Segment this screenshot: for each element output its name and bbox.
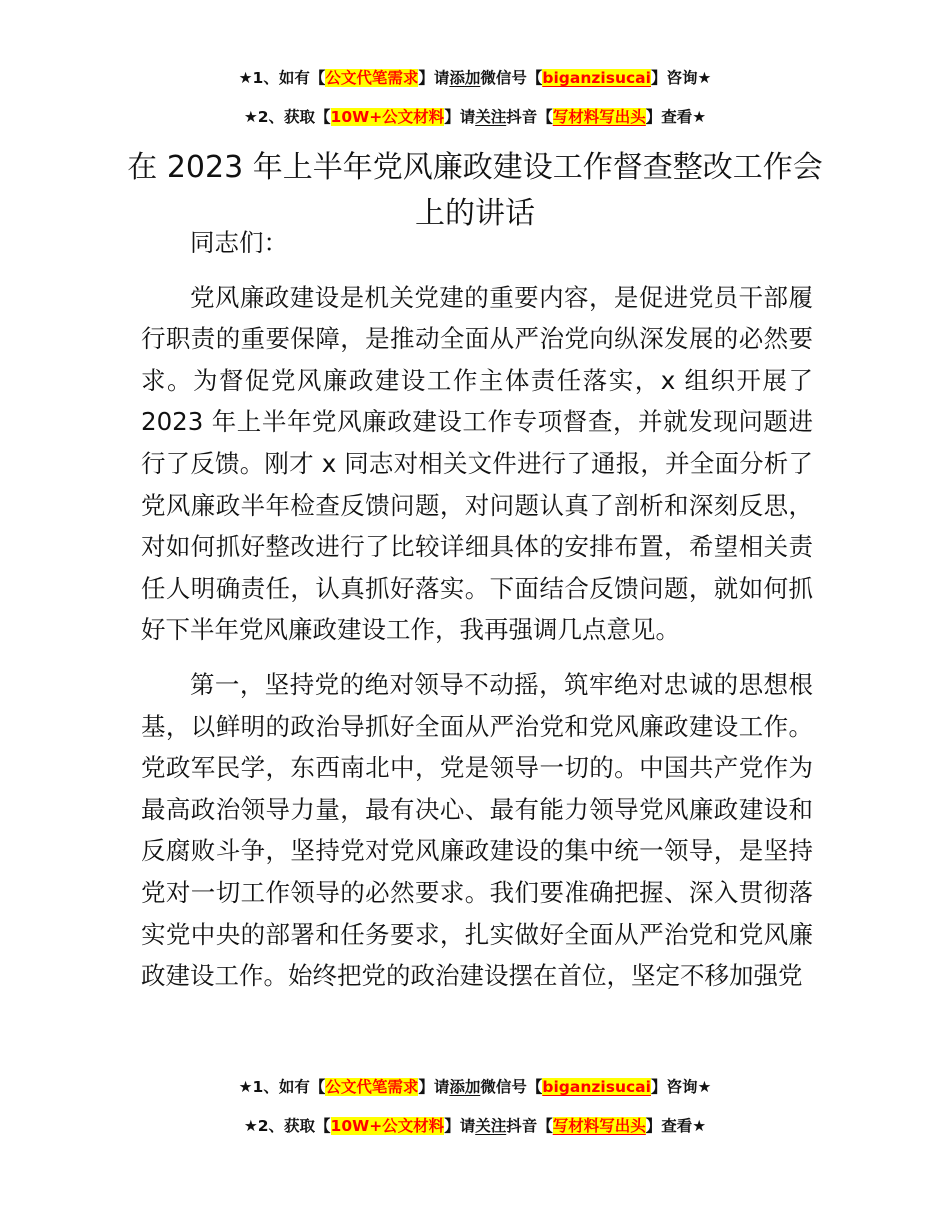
notice-text: 】请	[418, 1078, 450, 1096]
notice-text: 】请	[444, 108, 476, 126]
salutation: 同志们：	[190, 228, 288, 257]
notice-text: 抖音【	[506, 108, 553, 126]
footer-notice-1	[0, 1075, 950, 1099]
header-notice-2	[0, 105, 950, 129]
notice-text: 】咨询★	[650, 1078, 712, 1096]
notice-highlight: 写材料写出头	[552, 1117, 646, 1135]
notice-text: ★1、如有【	[238, 1078, 326, 1096]
document-title: 在 2023 年上半年党风廉政建设工作督查整改工作会上的讲话	[127, 150, 823, 231]
notice-text: 微信号【	[480, 69, 543, 87]
notice-text: 】查看★	[645, 1117, 707, 1135]
notice-text: 】请	[444, 1117, 476, 1135]
notice-highlight: 公文代笔需求	[325, 1078, 419, 1096]
notice-highlight: 写材料写出头	[552, 108, 646, 126]
footer-notice-2	[0, 1114, 950, 1138]
notice-wechat-id: biganzisucai	[542, 1078, 651, 1096]
notice-text: 】请	[418, 69, 450, 87]
notice-underlined: 关注	[475, 108, 507, 126]
notice-text: 】查看★	[645, 108, 707, 126]
notice-text: 微信号【	[480, 1078, 543, 1096]
notice-wechat-id: biganzisucai	[542, 69, 651, 87]
notice-highlight: 10W+公文材料	[330, 108, 445, 126]
notice-text: ★2、获取【	[243, 1117, 331, 1135]
notice-text: ★2、获取【	[243, 108, 331, 126]
document-body	[141, 222, 813, 997]
notice-highlight: 公文代笔需求	[325, 69, 419, 87]
notice-text: 】咨询★	[650, 69, 712, 87]
notice-underlined: 关注	[475, 1117, 507, 1135]
notice-underlined: 添加	[449, 1078, 481, 1096]
notice-text: ★1、如有【	[238, 69, 326, 87]
notice-highlight: 10W+公文材料	[330, 1117, 445, 1135]
body-paragraph: 第一，坚持党的绝对领导不动摇，筑牢绝对忠诚的思想根基，以鲜明的政治导抓好全面从严治党和党风廉政建设工作。党政军民学，东西南北中，党是领导一切的。中国共产党作为最高政治领导力量，最有决心、最有能力领导党风廉政建设和反腐败斗争，坚持党对党风廉政建设的集中统一领导，是坚持党对一切工作领导的必然要求。我们要准确把握、深入贯彻落实党中央的部署和任务要求，扎实做好全面从严治党和党风廉政建设工作。始终把党的政治建设摆在首位，坚定不移加强党	[141, 669, 813, 991]
notice-text: 抖音【	[506, 1117, 553, 1135]
notice-underlined: 添加	[449, 69, 481, 87]
header-notice-1	[0, 66, 950, 90]
body-paragraph: 党风廉政建设是机关党建的重要内容，是促进党员干部履行职责的重要保障，是推动全面从严治党向纵深发展的必然要求。为督促党风廉政建设工作主体责任落实，x 组织开展了2023 年上半年党风廉政建设工作专项督查，并就发现问题进行了反馈。刚才 x 同志对相关文件进行了通报，并全面分析了党风廉政半年检查反馈问题，对问题认真了剖析和深刻反思，对如何抓好整改进行了比较详细具体的安排布置，希望相关责任人明确责任，认真抓好落实。下面结合反馈问题，就如何抓好下半年党风廉政建设工作，我再强调几点意见。	[141, 282, 813, 645]
